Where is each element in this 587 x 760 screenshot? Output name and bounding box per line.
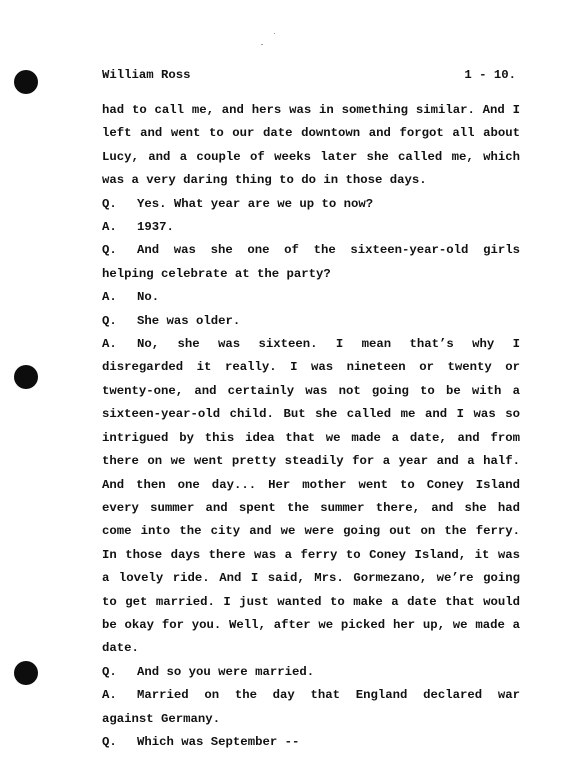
interviewee-name: William Ross bbox=[102, 68, 191, 82]
speaker-label: Q. bbox=[102, 243, 117, 258]
speaker-label: A. bbox=[102, 220, 117, 235]
binder-hole-top bbox=[14, 70, 38, 94]
speaker-label: Q. bbox=[102, 664, 117, 679]
transcript-text: 1937. bbox=[137, 220, 174, 235]
transcript-line bbox=[102, 661, 520, 684]
transcript-body bbox=[102, 99, 520, 754]
transcript-text: No, she was sixteen. I mean that’s why I disregarded it really. I was nineteen or twenty or twenty-one, and certainly was not going to be with a sixteen-year-old child. But she called me and I was so intrigued by this idea that we made a date, and from there on we went pretty steadily for a year and a half. And then one day... Her mother went to Coney Island every summer and spent the summer there, and she had come into the city and we were going out on the ferry. In those days there was a ferry to Coney Island, it was a lovely ride. And I said, Mrs. Gormezano, we’re going to get married. I just wanted to make a date that would be okay for you. Well, after we picked her up, we made a date. bbox=[102, 337, 520, 656]
transcript-line bbox=[102, 286, 520, 309]
speaker-label: A. bbox=[102, 337, 117, 352]
transcript-line bbox=[102, 333, 520, 661]
scan-speck bbox=[274, 33, 275, 34]
transcript-line bbox=[102, 239, 520, 286]
transcript-text: Which was September -- bbox=[137, 734, 300, 749]
speaker-label: Q. bbox=[102, 313, 117, 328]
page-header bbox=[102, 68, 516, 84]
speaker-label: A. bbox=[102, 688, 117, 703]
scan-speck bbox=[261, 44, 263, 45]
transcript-line bbox=[102, 216, 520, 239]
transcript-text: She was older. bbox=[137, 313, 241, 328]
transcript-text: And was she one of the sixteen-year-old girls helping celebrate at the party? bbox=[102, 243, 520, 281]
transcript-text: Married on the day that England declared war against Germany. bbox=[102, 688, 520, 726]
transcript-line bbox=[102, 731, 520, 754]
transcript-text: No. bbox=[137, 290, 160, 305]
transcript-text: Yes. What year are we up to now? bbox=[137, 196, 374, 211]
transcript-line bbox=[102, 684, 520, 731]
speaker-label: A. bbox=[102, 290, 117, 305]
transcript-line bbox=[102, 310, 520, 333]
continued-paragraph bbox=[102, 99, 520, 193]
binder-hole-middle bbox=[14, 365, 38, 389]
speaker-label: Q. bbox=[102, 734, 117, 749]
binder-hole-bottom bbox=[14, 661, 38, 685]
transcript-line bbox=[102, 193, 520, 216]
paragraph-text: had to call me, and hers was in something similar. And I left and went to our date downtown and forgot all about Lucy, and a couple of weeks later she called me, which was a very daring thing to do in those days. bbox=[102, 103, 520, 188]
transcript-text: And so you were married. bbox=[137, 664, 315, 679]
speaker-label: Q. bbox=[102, 196, 117, 211]
page-number: 1 - 10. bbox=[464, 68, 516, 82]
